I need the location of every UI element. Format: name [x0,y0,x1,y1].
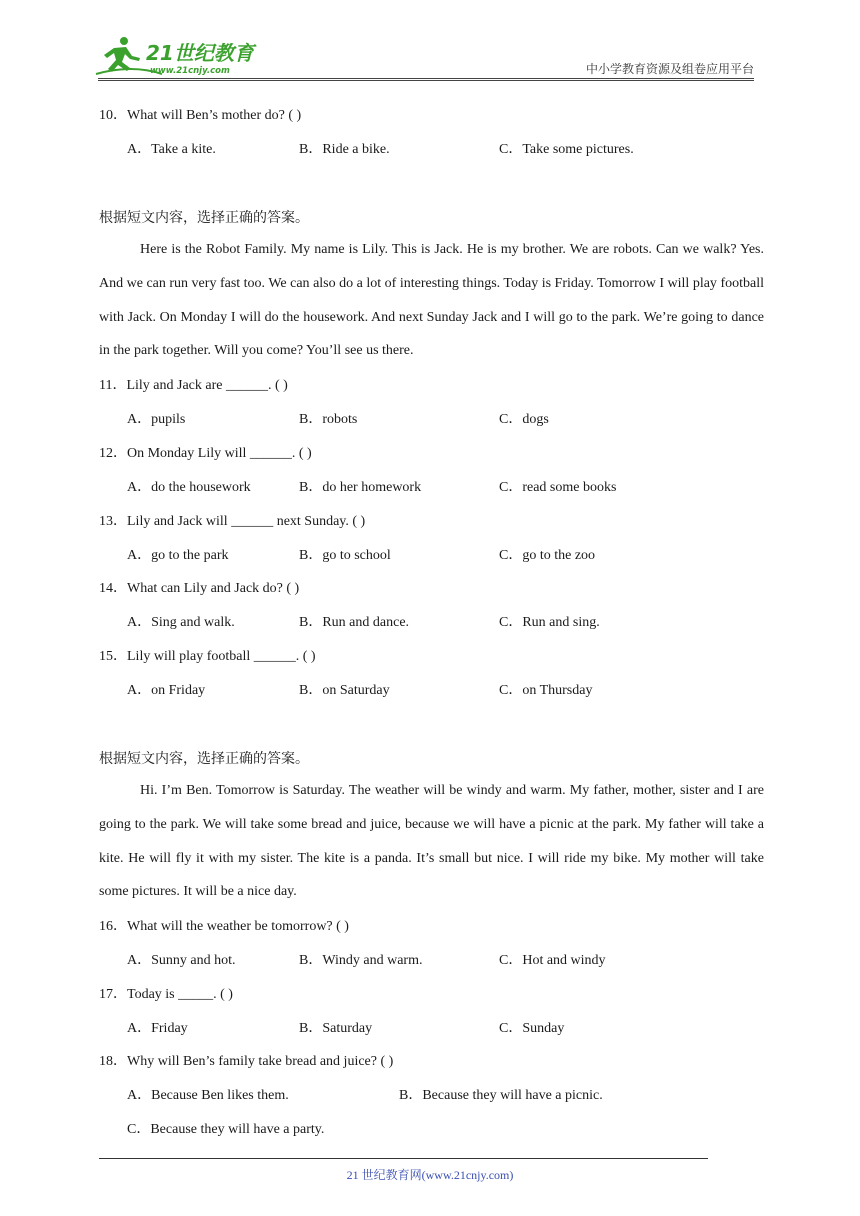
q12-option-a: A．do the housework [127,480,251,495]
q16-option-a: A．Sunny and hot. [127,953,236,968]
q10-option-a: A．Take a kite. [127,142,216,157]
section1-passage: Here is the Robot Family. My name is Lily. This is Jack. He is my brother. We are robots. Can we walk? Yes. And we can run very fast too. We can also do a lot of interesting things. Today is Friday. Tomorrow I will play football with Jack. On Monday I will do the housework. And next Sunday Jack and I will go to the park. We’re going to dance in the park together. Will you come? You’ll see us there. [99,242,764,359]
header-platform-text: 中小学教育资源及组卷应用平台 [585,62,754,76]
question-13: 13．Lily and Jack will ______ next Sunday. ( ) [99,514,366,529]
logo-runner-icon [92,34,262,78]
q18-option-a: A．Because Ben likes them. [127,1088,289,1103]
q11-option-c: C．dogs [499,412,549,427]
q18-option-b: B．Because they will have a picnic. [399,1088,603,1103]
q17-option-a: A．Friday [127,1021,188,1036]
q12-option-b: B．do her homework [299,480,422,495]
question-16: 16．What will the weather be tomorrow? ( ) [99,919,349,934]
q13-option-b: B．go to school [299,548,391,563]
question-14: 14．What can Lily and Jack do? ( ) [99,581,300,596]
site-logo [92,34,262,78]
q13-option-c: C．go to the zoo [499,548,596,563]
q18-option-c: C．Because they will have a party. [127,1122,325,1137]
header-divider [98,78,754,79]
question-15: 15．Lily will play football ______. ( ) [99,649,316,664]
q12-option-c: C．read some books [499,480,617,495]
q17-option-c: C．Sunday [499,1021,565,1036]
question-18: 18．Why will Ben’s family take bread and juice? ( ) [99,1054,394,1069]
section1-instruction: 根据短文内容，选择正确的答案。 [99,211,309,226]
footer-divider [99,1158,708,1159]
q16-option-b: B．Windy and warm. [299,953,423,968]
q10-option-b: B．Ride a bike. [299,142,390,157]
logo-url: www.21cnjy.com [150,66,230,76]
q16-option-c: C．Hot and windy [499,953,606,968]
q17-option-b: B．Saturday [299,1021,373,1036]
q15-option-b: B．on Saturday [299,683,390,698]
q13-option-a: A．go to the park [127,548,229,563]
logo-text: 21世纪教育 [146,41,254,65]
question-12: 12．On Monday Lily will ______. ( ) [99,446,312,461]
q15-option-c: C．on Thursday [499,683,593,698]
question-10: 10．What will Ben’s mother do? ( ) [99,108,302,123]
section2-instruction: 根据短文内容，选择正确的答案。 [99,752,309,767]
header-divider-secondary [98,80,754,81]
question-17: 17．Today is _____. ( ) [99,987,233,1002]
question-11: 11．Lily and Jack are ______. ( ) [99,378,288,393]
footer-site-link[interactable]: 21 世纪教育网(www.21cnjy.com) [346,1168,514,1182]
q11-option-a: A．pupils [127,412,186,427]
section2-passage: Hi. I’m Ben. Tomorrow is Saturday. The weather will be windy and warm. My father, mother, sister and I are going to the park. We will take some bread and juice, because we will have a picnic at the park. My father will take a kite. He will fly it with my sister. The kite is a panda. It’s small but nice. I will ride my bike. My mother will take some pictures. It will be a nice day. [99,783,764,900]
q15-option-a: A．on Friday [127,683,206,698]
q10-option-c: C．Take some pictures. [499,142,634,157]
q14-option-c: C．Run and sing. [499,615,600,630]
q11-option-b: B．robots [299,412,358,427]
q14-option-a: A．Sing and walk. [127,615,235,630]
q14-option-b: B．Run and dance. [299,615,410,630]
